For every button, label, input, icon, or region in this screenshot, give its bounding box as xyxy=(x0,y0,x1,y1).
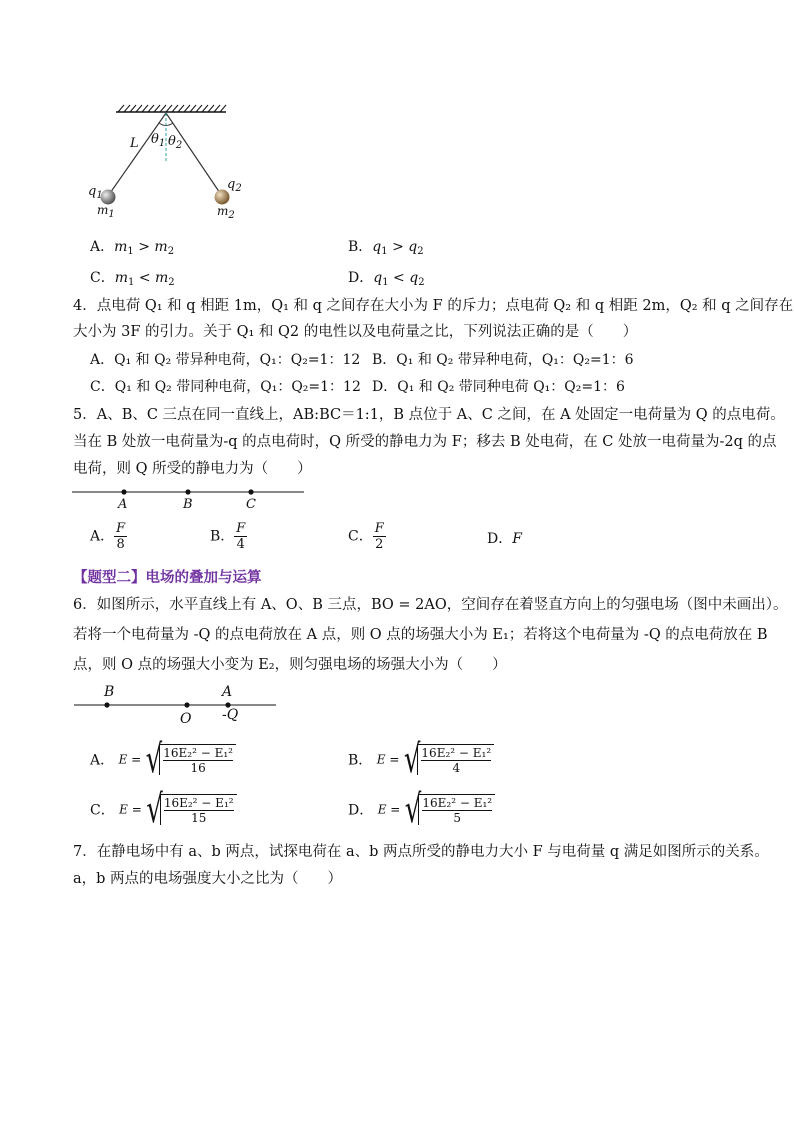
q6-label-o: O xyxy=(180,711,192,727)
q6-option-d[interactable]: D． E = √ $\frac{\text{16E₂² − E₁²}}{5}$ xyxy=(348,794,495,825)
q5-option-b[interactable]: B． $\frac{F}{4}$ xyxy=(210,521,246,552)
q5-label-b: B xyxy=(183,497,193,512)
q5-stem-line3: 电荷，则 Q 所受的静电力为（ ） xyxy=(73,461,312,477)
label-theta1: $\theta_1$ xyxy=(151,132,166,149)
q7-stem-line2: a，b 两点的电场强度大小之比为（ ） xyxy=(73,871,343,887)
q5-label-c: C xyxy=(246,497,256,512)
q6-label-a: A xyxy=(222,684,233,700)
q6-stem-line3: 点，则 O 点的场强大小变为 E₂，则匀强电场的场强大小为（ ） xyxy=(73,657,507,673)
point-a-dot xyxy=(121,489,126,494)
q6-label-charge: -Q xyxy=(222,707,239,723)
q6-stem-line1: 6．如图所示，水平直线上有 A、O、B 三点，BO = 2AO，空间存在着竖直方向上的匀强电场（图中未画出）。 xyxy=(73,597,788,613)
q4-option-b[interactable]: B．Q₁ 和 Q₂ 带异种电荷，Q₁：Q₂=1：6 xyxy=(372,352,634,368)
q4-option-d[interactable]: D．Q₁ 和 Q₂ 带同种电荷 Q₁：Q₂=1：6 xyxy=(372,379,625,395)
label-theta2: $\theta_2$ xyxy=(168,134,183,151)
point-b-dot xyxy=(104,702,109,707)
label-L: L xyxy=(130,136,139,151)
q5-stem-line1: 5．A、B、C 三点在同一直线上，AB:BC＝1:1，B 点位于 A、C 之间，在 A 处固定一电荷量为 Q 的点电荷。 xyxy=(73,407,785,423)
q4-option-c[interactable]: C．Q₁ 和 Q₂ 带同种电荷，Q₁：Q₂=1：12 xyxy=(90,379,361,395)
q5-option-d[interactable]: D．F xyxy=(487,531,522,547)
q5-stem-line2: 当在 B 处放一电荷量为-q 的点电荷时，Q 所受的静电力为 F；移去 B 处电荷，在 C 处放一电荷量为-2q 的点 xyxy=(73,434,777,450)
q6-stem-line2: 若将一个电荷量为 -Q 的点电荷放在 A 点，则 O 点的场强大小为 E₁；若将这个电荷量为 -Q 的点电荷放在 B xyxy=(73,627,768,643)
q3-option-a[interactable]: A．$m_1 > m_2$ xyxy=(90,239,175,257)
q3-option-d[interactable]: D．$q_1 < q_2$ xyxy=(348,270,425,288)
q6-option-a[interactable]: A． E = √ $\frac{\text{16E₂² − E₁²}}{16}$ xyxy=(90,744,236,775)
q4-stem-line2: 大小为 3F 的引力。关于 Q₁ 和 Q2 的电性以及电荷量之比，下列说法正确的是（ ） xyxy=(73,324,638,340)
point-o-dot xyxy=(184,702,189,707)
q6-option-b[interactable]: B． E = √ $\frac{\text{16E₂² − E₁²}}{4}$ xyxy=(348,744,494,775)
q6-label-b: B xyxy=(104,684,115,700)
q3-option-b[interactable]: B．$q_1 > q_2$ xyxy=(348,239,424,257)
q4-option-a[interactable]: A．Q₁ 和 Q₂ 带异种电荷，Q₁：Q₂=1：12 xyxy=(90,352,361,368)
label-q1: $q_1$ xyxy=(88,184,103,201)
q7-stem-line1: 7．在静电场中有 a、b 两点，试探电荷在 a、b 两点所受的静电力大小 F 与电荷量 q 满足如图所示的关系。 xyxy=(73,844,769,860)
label-q2: $q_2$ xyxy=(227,177,242,194)
q4-stem-line1: 4．点电荷 Q₁ 和 q 相距 1m，Q₁ 和 q 之间存在大小为 F 的斥力；点电荷 Q₂ 和 q 相距 2m，Q₂ 和 q 之间存在 xyxy=(73,298,794,314)
section-heading: 【题型二】电场的叠加与运算 xyxy=(73,570,262,586)
q5-label-a: A xyxy=(118,497,128,512)
label-m2: $m_2$ xyxy=(217,204,235,221)
q3-option-c[interactable]: C．$m_1 < m_2$ xyxy=(90,270,175,288)
point-c-dot xyxy=(248,489,253,494)
q5-option-a[interactable]: A． $\frac{F}{8}$ xyxy=(90,521,126,552)
label-m1: $m_1$ xyxy=(97,203,115,220)
point-b-dot xyxy=(185,489,190,494)
q5-option-c[interactable]: C． $\frac{F}{2}$ xyxy=(348,521,384,552)
q6-option-c[interactable]: C． E = √ $\frac{\text{16E₂² − E₁²}}{15}$ xyxy=(90,794,237,825)
